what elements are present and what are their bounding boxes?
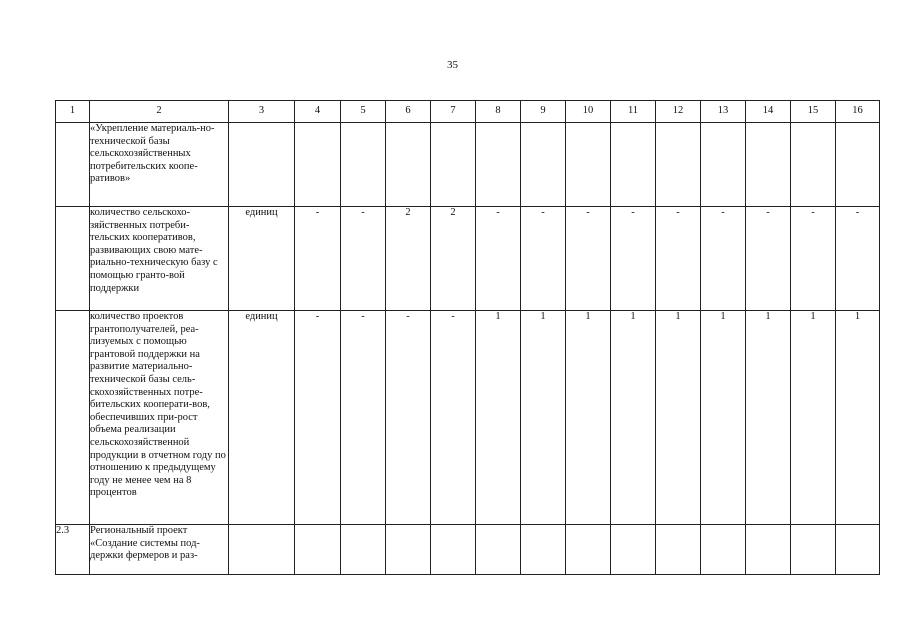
- value-cell: 1: [746, 311, 791, 525]
- value-cell: -: [611, 207, 656, 311]
- column-header: 8: [476, 101, 521, 123]
- indicator-name: количество сельскохо-зяйственных потреби-тельских кооперативов, развивающих свою мате-риально-техническую базу с помощью гранто-вой поддержки: [90, 207, 229, 311]
- value-cell: -: [746, 207, 791, 311]
- value-cell: -: [836, 207, 880, 311]
- value-cell: 1: [566, 311, 611, 525]
- column-header: 1: [56, 101, 90, 123]
- column-header: 4: [295, 101, 341, 123]
- page-number: 35: [447, 59, 458, 71]
- indicator-table: [55, 100, 880, 575]
- value-cell: [341, 525, 386, 575]
- value-cell: [521, 525, 566, 575]
- column-header: 7: [431, 101, 476, 123]
- column-header: 10: [566, 101, 611, 123]
- value-cell: [656, 525, 701, 575]
- value-cell: [566, 525, 611, 575]
- header-row: [56, 101, 880, 123]
- value-cell: 2: [431, 207, 476, 311]
- value-cell: 1: [521, 311, 566, 525]
- value-cell: [476, 525, 521, 575]
- value-cell: -: [791, 207, 836, 311]
- value-cell: [701, 123, 746, 207]
- value-cell: [386, 525, 431, 575]
- row-number: [56, 311, 90, 525]
- unit-cell: [229, 525, 295, 575]
- value-cell: [341, 123, 386, 207]
- value-cell: [746, 525, 791, 575]
- table-row: [56, 525, 880, 575]
- table-row: [56, 123, 880, 207]
- indicator-name: «Укрепление материаль-но-технической базы сельскохозяйственных потребительских коопе-ративов»: [90, 123, 229, 207]
- value-cell: [566, 123, 611, 207]
- value-cell: -: [476, 207, 521, 311]
- value-cell: 2: [386, 207, 431, 311]
- value-cell: [836, 123, 880, 207]
- value-cell: -: [341, 311, 386, 525]
- column-header: 15: [791, 101, 836, 123]
- indicator-name: Региональный проект «Создание системы под-держки фермеров и раз-: [90, 525, 229, 575]
- value-cell: [431, 525, 476, 575]
- value-cell: -: [341, 207, 386, 311]
- value-cell: [295, 525, 341, 575]
- value-cell: -: [295, 311, 341, 525]
- column-header: 3: [229, 101, 295, 123]
- value-cell: [611, 123, 656, 207]
- value-cell: -: [566, 207, 611, 311]
- value-cell: [521, 123, 566, 207]
- value-cell: -: [386, 311, 431, 525]
- value-cell: 1: [836, 311, 880, 525]
- value-cell: [791, 123, 836, 207]
- column-header: 12: [656, 101, 701, 123]
- table-row: [56, 311, 880, 525]
- value-cell: [836, 525, 880, 575]
- value-cell: -: [701, 207, 746, 311]
- value-cell: [611, 525, 656, 575]
- value-cell: [386, 123, 431, 207]
- column-header: 13: [701, 101, 746, 123]
- row-number: 2.3: [56, 525, 90, 575]
- value-cell: 1: [611, 311, 656, 525]
- row-number: [56, 207, 90, 311]
- column-header: 5: [341, 101, 386, 123]
- value-cell: [791, 525, 836, 575]
- unit-cell: [229, 123, 295, 207]
- column-header: 16: [836, 101, 880, 123]
- value-cell: [656, 123, 701, 207]
- column-header: 9: [521, 101, 566, 123]
- column-header: 2: [90, 101, 229, 123]
- unit-cell: единиц: [229, 207, 295, 311]
- value-cell: -: [521, 207, 566, 311]
- row-number: [56, 123, 90, 207]
- value-cell: 1: [791, 311, 836, 525]
- value-cell: -: [431, 311, 476, 525]
- table-row: [56, 207, 880, 311]
- column-header: 11: [611, 101, 656, 123]
- value-cell: 1: [476, 311, 521, 525]
- value-cell: 1: [656, 311, 701, 525]
- value-cell: -: [656, 207, 701, 311]
- value-cell: [746, 123, 791, 207]
- value-cell: 1: [701, 311, 746, 525]
- unit-cell: единиц: [229, 311, 295, 525]
- value-cell: -: [295, 207, 341, 311]
- value-cell: [295, 123, 341, 207]
- value-cell: [431, 123, 476, 207]
- value-cell: [476, 123, 521, 207]
- column-header: 6: [386, 101, 431, 123]
- indicator-name: количество проектов грантополучателей, реа-лизуемых с помощью грантовой поддержки на развитие материально-технической базы сель-скохозяйственных потре-бительских кооперати-вов, обеспечивших при-рост объема реализации сельскохозяйственной продукции в отчетном году по отношению к предыдущему году не менее чем на 8 процентов: [90, 311, 229, 525]
- value-cell: [701, 525, 746, 575]
- column-header: 14: [746, 101, 791, 123]
